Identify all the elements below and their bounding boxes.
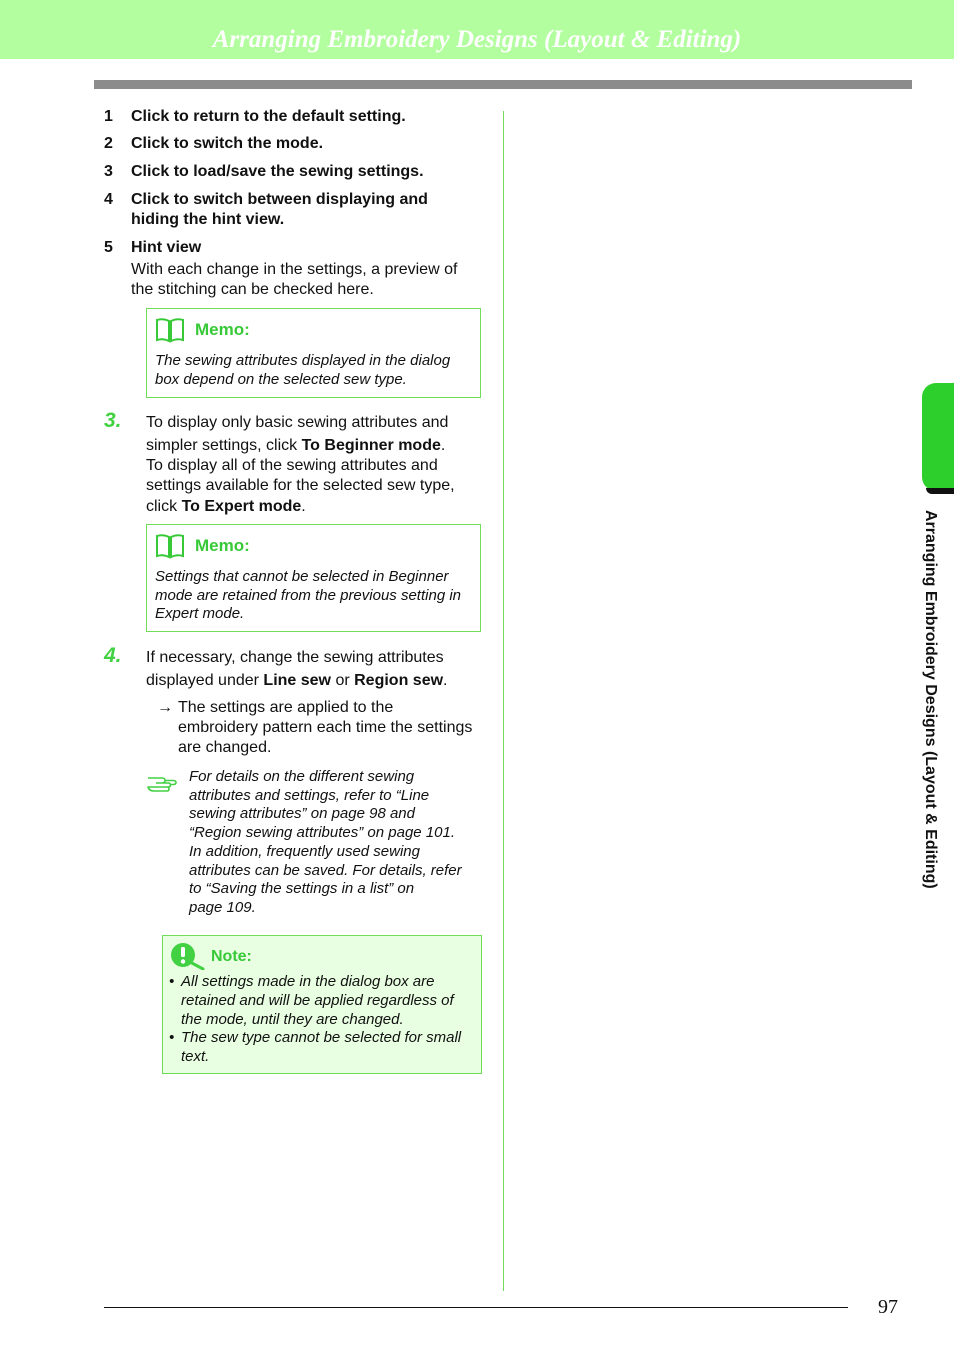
list-item: Hint view	[131, 239, 202, 256]
reference-line: For details on the different sewing	[189, 768, 415, 785]
note-label: Note:	[211, 948, 252, 965]
bullet-line: the mode, until they are changed.	[181, 1011, 404, 1028]
list-number: 5	[104, 239, 113, 256]
reference-text	[189, 768, 489, 918]
reference-line: In addition, frequently used sewing	[189, 842, 420, 860]
reference-line: to “Saving the settings in a list” on	[189, 880, 415, 898]
page-number: 97	[878, 1296, 898, 1318]
memo-line: Settings that cannot be selected in Beginner	[155, 568, 449, 585]
result-text	[178, 698, 488, 758]
list-number: 4	[104, 191, 113, 208]
column-divider	[503, 111, 504, 1291]
result-line: The settings are applied to the	[178, 699, 394, 716]
text-run: or	[331, 672, 355, 689]
reference-line: attributes and settings, refer to “Line	[189, 786, 430, 804]
menu-reference: Region sew	[354, 672, 444, 689]
button-reference: To Beginner mode	[301, 437, 441, 454]
step-number: 4.	[104, 644, 122, 667]
memo-label: Memo:	[195, 536, 250, 555]
list-item: Click to load/save the sewing settings.	[131, 163, 424, 180]
text-run: .	[440, 437, 446, 454]
header-title: Arranging Embroidery Designs (Layout & Editing)	[212, 26, 742, 53]
list-number: 2	[104, 135, 113, 152]
step-line: To display only basic sewing attributes and	[146, 414, 449, 431]
text-run: .	[301, 498, 306, 515]
step-line: settings available for the selected sew type,	[146, 477, 455, 494]
text-run: .	[443, 672, 448, 689]
pointing-hand-icon	[146, 770, 178, 792]
step-line	[146, 497, 496, 517]
top-rule	[94, 80, 912, 89]
result-arrow-icon: →	[157, 699, 173, 716]
memo-line: Expert mode.	[155, 605, 245, 622]
footer-rule	[104, 1307, 848, 1308]
memo-line: box depend on the selected sew type.	[155, 370, 407, 388]
text-run: simpler settings, click	[146, 437, 302, 454]
bullet-mark: •	[169, 973, 175, 990]
menu-reference: Line sew	[263, 672, 331, 689]
exclamation-icon	[170, 942, 206, 970]
step-line: To display all of the sewing attributes and	[146, 457, 438, 474]
page-header	[0, 0, 954, 59]
note-bullet	[169, 1028, 473, 1066]
result-line: are changed.	[178, 739, 272, 756]
step-line	[146, 671, 496, 691]
list-item: Click to switch between displaying and	[131, 191, 428, 208]
bullet-line: text.	[181, 1048, 210, 1065]
button-reference: To Expert mode	[181, 498, 302, 515]
memo-line: The sewing attributes displayed in the dialog	[155, 352, 451, 369]
step-line: If necessary, change the sewing attributes	[146, 649, 444, 666]
chapter-side-title: Arranging Embroidery Designs (Layout & Editing)	[922, 510, 939, 889]
memo-text	[155, 352, 472, 389]
list-item: Click to return to the default setting.	[131, 108, 406, 125]
memo-box	[146, 308, 481, 398]
reference-line: page 109.	[189, 898, 256, 916]
chapter-tab	[922, 383, 954, 491]
list-item-description: the stitching can be checked here.	[131, 281, 374, 298]
memo-line: mode are retained from the previous setting in	[155, 586, 461, 604]
list-number: 3	[104, 163, 113, 180]
list-number: 1	[104, 108, 113, 125]
memo-label: Memo:	[195, 320, 250, 339]
book-icon	[155, 533, 185, 559]
memo-text	[155, 568, 472, 624]
list-item-continued: hiding the hint view.	[131, 211, 285, 228]
bullet-mark: •	[169, 1029, 175, 1046]
book-icon	[155, 317, 185, 343]
step-number: 3.	[104, 409, 122, 432]
list-item-description: With each change in the settings, a preview of	[131, 261, 458, 278]
step-text	[146, 648, 496, 691]
memo-box	[146, 524, 481, 632]
reference-line: sewing attributes” on page 98 and	[189, 805, 415, 823]
text-run: displayed under	[146, 672, 264, 689]
bullet-line: The sew type cannot be selected for small	[181, 1029, 462, 1046]
chapter-tab-shadow	[926, 488, 954, 494]
note-bullet	[169, 972, 473, 1029]
step-text	[146, 413, 496, 517]
list-item: Click to switch the mode.	[131, 135, 324, 152]
reference-line: “Region sewing attributes” on page 101.	[189, 824, 456, 842]
note-box	[162, 935, 482, 1074]
step-line	[146, 436, 496, 456]
reference-line: attributes can be saved. For details, refer	[189, 861, 462, 879]
text-run: click	[146, 498, 182, 515]
bullet-line: All settings made in the dialog box are	[181, 973, 435, 990]
result-line: embroidery pattern each time the settings	[178, 719, 473, 736]
bullet-line: retained and will be applied regardless of	[181, 992, 454, 1009]
